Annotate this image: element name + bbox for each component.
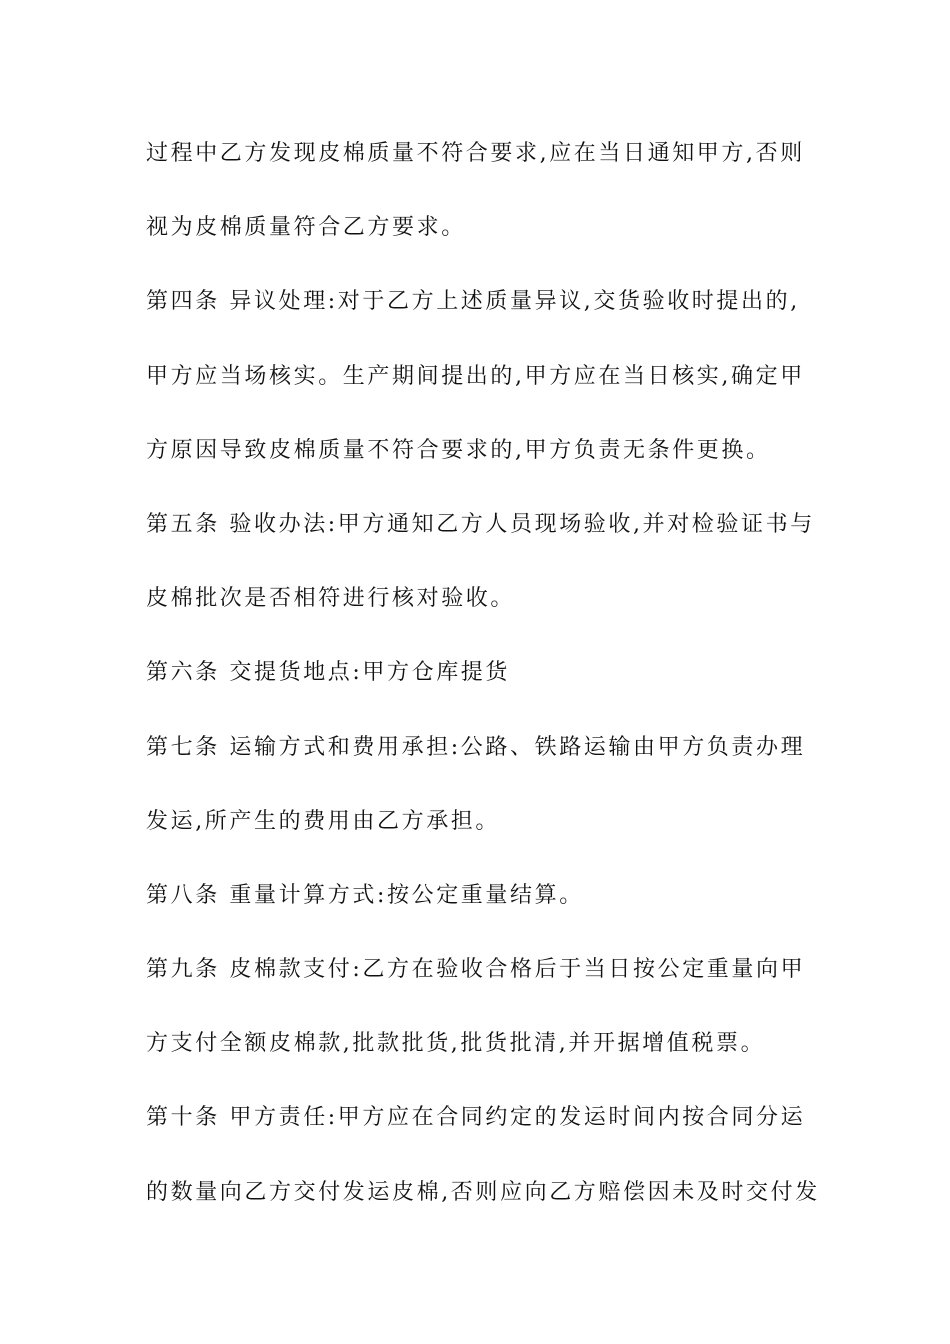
- text-line: 方原因导致皮棉质量不符合要求的,甲方负责无条件更换。: [146, 437, 771, 463]
- text-line: 过程中乙方发现皮棉质量不符合要求,应在当日通知甲方,否则: [146, 141, 805, 166]
- contract-text-body: [146, 132, 820, 1245]
- article-9-line: 第九条 皮棉款支付:乙方在验收合格后于当日按公定重量向甲: [146, 957, 806, 983]
- article-10-line: 第十条 甲方责任:甲方应在合同约定的发运时间内按合同分运: [146, 1105, 806, 1131]
- article-5-line: 第五条 验收办法:甲方通知乙方人员现场验收,并对检验证书与: [146, 511, 815, 537]
- text-line: 发运,所产生的费用由乙方承担。: [146, 808, 500, 834]
- text-line: 甲方应当场核实。生产期间提出的,甲方应在当日核实,确定甲: [146, 363, 805, 389]
- text-line: 视为皮棉质量符合乙方要求。: [146, 215, 466, 241]
- article-8-line: 第八条 重量计算方式:按公定重量结算。: [146, 882, 584, 908]
- text-line: 皮棉批次是否相符进行核对验收。: [146, 586, 516, 612]
- article-4-line: 第四条 异议处理:对于乙方上述质量异议,交货验收时提出的,: [146, 289, 800, 315]
- article-7-line: 第七条 运输方式和费用承担:公路、铁路运输由甲方负责办理: [146, 734, 806, 760]
- text-line: 的数量向乙方交付发运皮棉,否则应向乙方赔偿因未及时交付发: [146, 1179, 820, 1205]
- article-6-line: 第六条 交提货地点:甲方仓库提货: [146, 660, 511, 686]
- text-line: 方支付全额皮棉款,批款批货,批货批清,并开据增值税票。: [146, 1031, 766, 1057]
